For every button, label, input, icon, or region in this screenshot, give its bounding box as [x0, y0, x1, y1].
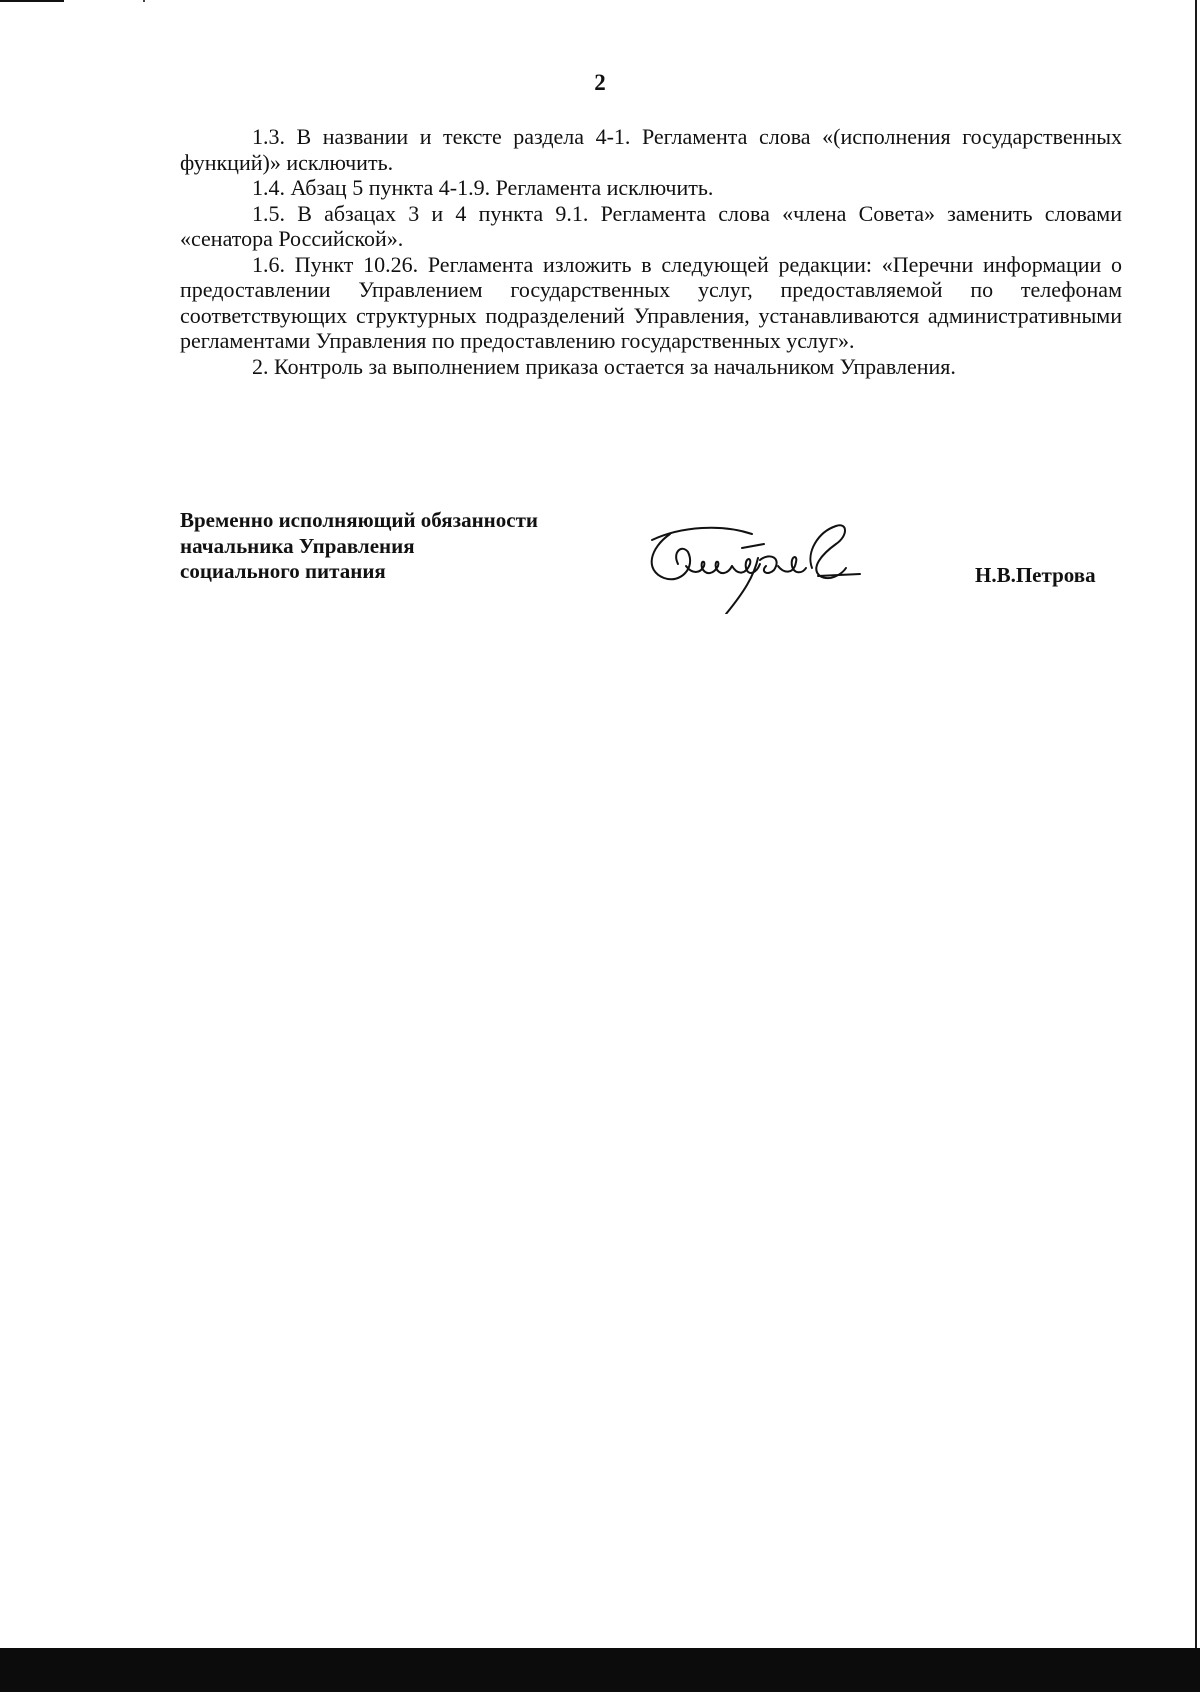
scan-edge-right	[1195, 0, 1197, 1692]
paragraph-1-5: 1.5. В абзацах 3 и 4 пункта 9.1. Регламента слова «члена Совета» заменить словами «сенатора Российской».	[180, 200, 1122, 251]
scan-artifact-dot	[143, 0, 145, 2]
page-number: 2	[594, 70, 606, 95]
signer-title	[180, 508, 538, 585]
signer-title-line: начальника Управления	[180, 533, 415, 558]
handwritten-signature-icon	[642, 518, 872, 614]
paragraph-1-3: 1.3. В названии и тексте раздела 4-1. Регламента слова «(исполнения государственных функций)» исключить.	[180, 124, 1122, 175]
signer-title-line: Временно исполняющий обязанности	[180, 508, 539, 532]
signer-name: Н.В.Петрова	[975, 563, 1096, 587]
signer-title-line: социального питания	[180, 559, 386, 583]
scan-edge-bottom	[0, 1648, 1200, 1692]
paragraph-1-6: 1.6. Пункт 10.26. Регламента изложить в следующей редакции: «Перечни информации о предоставлении Управлением государственных услуг, предоставляемой по телефонам соответствующих структурных подразделений Управления, устанавливаются административными регламентами Управления по предоставлению государственных услуг».	[180, 251, 1122, 353]
paragraph-2: 2. Контроль за выполнением приказа остается за начальником Управления.	[252, 353, 956, 379]
scan-artifact-top-line	[0, 0, 64, 2]
document-body	[180, 124, 1122, 379]
paragraph-1-4: 1.4. Абзац 5 пункта 4-1.9. Регламента исключить.	[252, 175, 714, 200]
